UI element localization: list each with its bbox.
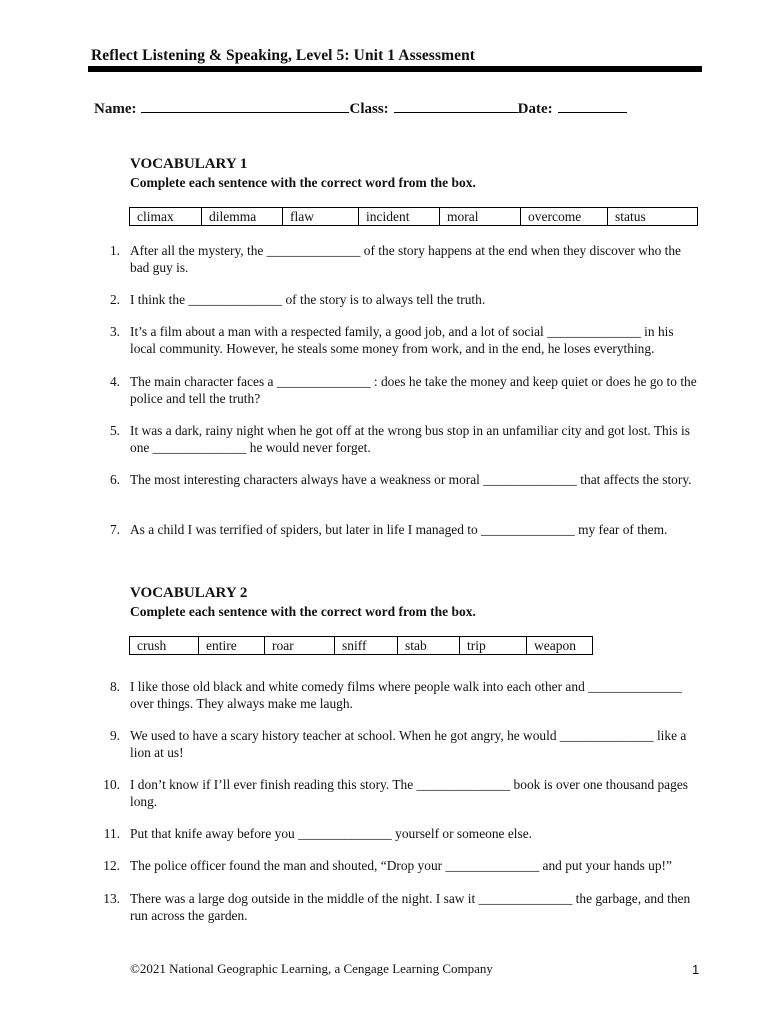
word-box-cell: incident [359, 208, 440, 226]
word-box-cell: flaw [283, 208, 359, 226]
page-number: 1 [692, 962, 700, 977]
vocab2-heading: VOCABULARY 2 [130, 585, 248, 601]
question-text: The main character faces a ______________ : does he take the money and keep quiet or does he go to the police and tell the truth? [130, 374, 697, 406]
question-number: 12. [103, 858, 120, 873]
vocab2-word-box [129, 636, 593, 655]
question-text: There was a large dog outside in the middle of the night. I saw it ______________ the garbage, and then run across the garden. [130, 891, 691, 923]
question-text: I think the ______________ of the story is to always tell the truth. [130, 292, 486, 307]
class-label: Class: [349, 101, 389, 117]
question-number: 6. [109, 472, 120, 487]
question-number: 4. [109, 374, 120, 389]
name-label: Name: [94, 101, 137, 117]
vocab1-heading: VOCABULARY 1 [130, 156, 248, 172]
question-text: The most interesting characters always have a weakness or moral ______________ that affects the story. [130, 472, 692, 487]
question-text: Put that knife away before you ______________ yourself or someone else. [130, 826, 533, 841]
class-blank [394, 98, 518, 113]
question-text: As a child I was terrified of spiders, but later in life I managed to ______________ my fear of them. [130, 522, 668, 537]
question-number: 3. [109, 324, 120, 339]
word-box-cell: crush [130, 637, 199, 655]
date-label: Date: [517, 101, 553, 117]
question-number: 2. [109, 292, 120, 307]
word-box-cell: roar [265, 637, 335, 655]
header-rule [88, 66, 702, 72]
word-box-cell: climax [130, 208, 202, 226]
student-info-line [94, 98, 627, 118]
question-number: 10. [103, 777, 120, 792]
question-text: We used to have a scary history teacher at school. When he got angry, he would ______________ like a lion at us! [130, 728, 687, 760]
question-number: 7. [109, 522, 120, 537]
word-box-cell: dilemma [202, 208, 283, 226]
vocab1-word-box [129, 207, 698, 226]
name-blank [141, 98, 349, 113]
question-text: It was a dark, rainy night when he got off at the wrong bus stop in an unfamiliar city and got lost. This is one ______________ he would never forget. [130, 423, 690, 455]
word-box-cell: overcome [521, 208, 608, 226]
page-header-title: Reflect Listening & Speaking, Level 5: Unit 1 Assessment [91, 47, 476, 64]
word-box-cell: sniff [335, 637, 398, 655]
date-blank [558, 98, 627, 113]
question-number: 11. [103, 826, 120, 841]
question-number: 9. [109, 728, 120, 743]
vocab1-instruction: Complete each sentence with the correct word from the box. [130, 175, 476, 190]
question-text: I don’t know if I’ll ever finish reading this story. The ______________ book is over one thousand pages long. [130, 777, 688, 809]
question-number: 1. [109, 243, 120, 258]
question-text: The police officer found the man and shouted, “Drop your ______________ and put your hands up!” [130, 858, 672, 873]
vocab2-instruction: Complete each sentence with the correct word from the box. [130, 604, 476, 619]
question-number: 8. [109, 679, 120, 694]
word-box-cell: trip [460, 637, 527, 655]
word-box-cell: stab [398, 637, 460, 655]
word-box-cell: status [608, 208, 698, 226]
question-text: I like those old black and white comedy films where people walk into each other and ______________ over things. They always make me laugh. [130, 679, 682, 711]
question-number: 5. [109, 423, 120, 438]
word-box-cell: weapon [527, 637, 593, 655]
question-text: After all the mystery, the ______________ of the story happens at the end when they discover who the bad guy is. [130, 243, 681, 275]
word-box-cell: moral [440, 208, 521, 226]
word-box-cell: entire [199, 637, 265, 655]
question-number: 13. [103, 891, 120, 906]
question-text: It’s a film about a man with a respected family, a good job, and a lot of social ______________ in his local community. However, he steals some money from work, and in the end, he loses everything. [130, 324, 674, 356]
footer-copyright: ©2021 National Geographic Learning, a Cengage Learning Company [130, 961, 493, 976]
